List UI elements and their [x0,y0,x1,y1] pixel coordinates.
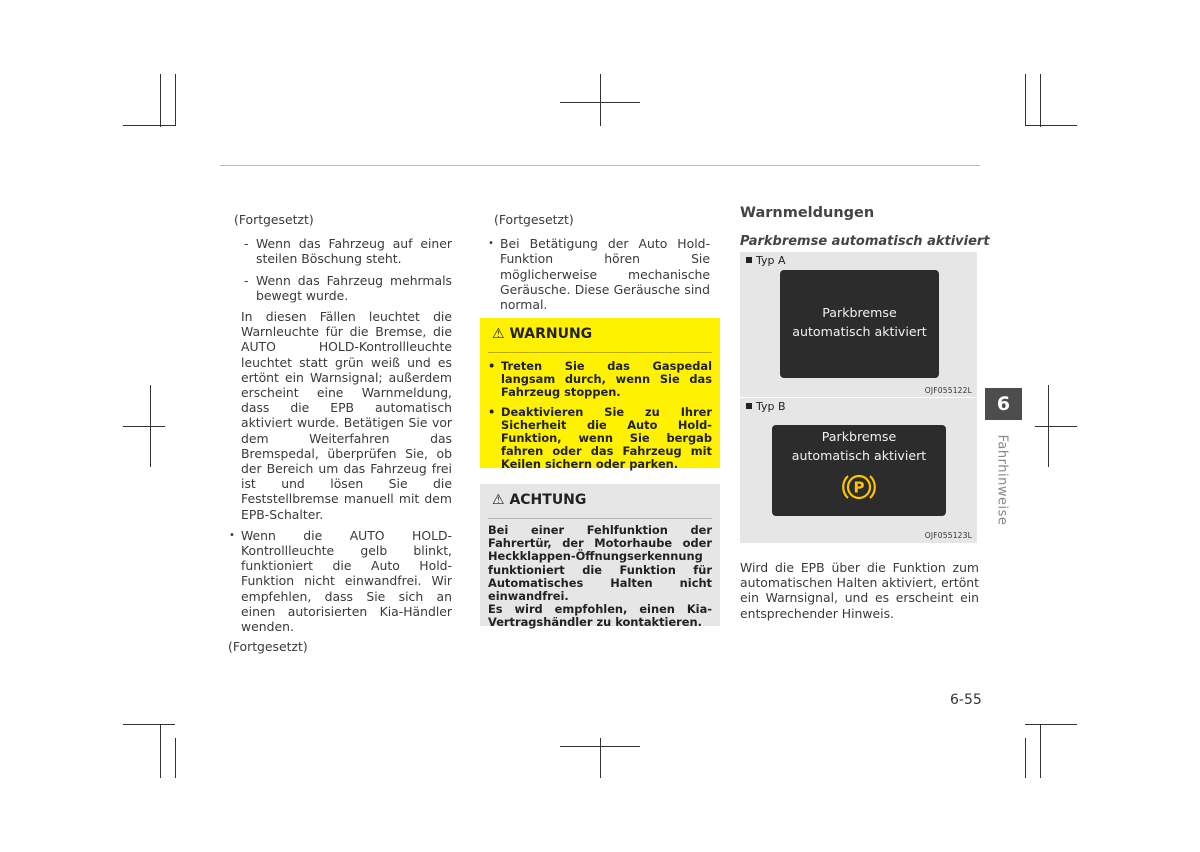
bullet-mechanical-noise: • Bei Betätigung der Auto Hold-Funktion hören Sie möglicherweise mechanische Geräusche. Diese Geräusche sind normal. [488,236,710,312]
screen-line-2: automatisch aktiviert [792,324,927,339]
continued-label-bottom: (Fortgesetzt) [228,639,308,655]
image-code-b: OJF055123L [924,531,972,540]
section-subheading: Parkbremse automatisch aktiviert [740,234,990,249]
screen-line-1: Parkbremse [822,305,897,320]
caution-body [488,524,712,630]
screen-line-2: automatisch aktiviert [791,448,927,463]
warning-triangle-icon: ⚠ [492,326,505,342]
display-panel-type-b [740,398,977,543]
display-panel-type-a [740,252,977,397]
cluster-screen-type-b [772,425,946,516]
paragraph-warning-signal: Wird die EPB über die Funktion zum automatischen Halten aktiviert, ertönt ein Warnsignal, und es erscheint ein entsprechender Hinweis. [740,560,979,621]
caution-title-text: ACHTUNG [509,492,587,508]
caution-divider [488,518,712,519]
warning-list [488,360,712,478]
dash-item-moved: - Wenn das Fahrzeug mehrmals bewegt wurde. [244,273,452,303]
caution-text-malfunction: Bei einer Fehlfunktion der Fahrertür, der Motorhaube oder Heckklappen-Öffnungserkennung funktioniert die Funktion für Automatisches Halten nicht einwandfrei. [488,523,712,604]
caution-box [480,484,720,630]
paragraph-epb-activated: In diesen Fällen leuchtet die Warnleuchte für die Bremse, die AUTO HOLD-Kontrollleuchte leuchtet statt grün weiß und es ertönt ein Warnsignal; außerdem erscheint eine Warnmeldung, dass die EPB automatisch aktiviert wurde. Betätigen Sie vor dem Weiterfahren das Bremspedal, überprüfen Sie, ob der Bereich um das Fahrzeug frei ist und lösen Sie die Feststellbremse manuell mit dem EPB-Schalter. [241,309,452,522]
cluster-screen-type-a [780,270,939,378]
warning-item: • Treten Sie das Gaspedal langsam durch, wenn Sie das Fahrzeug stoppen. [488,360,712,400]
screen-line-1: Parkbremse [821,429,897,444]
warning-divider [488,352,712,353]
caution-triangle-icon: ⚠ [492,492,505,508]
panel-label-type-b: Typ B [746,400,786,413]
warning-box [480,318,720,472]
continued-label-top-2: (Fortgesetzt) [494,212,574,227]
warning-title [492,326,592,342]
image-code-a: OJF055122L [924,386,972,395]
column-left [228,212,452,654]
parking-brake-letter: P [853,478,865,497]
page-number: 6-55 [950,692,982,708]
header-rule [220,165,980,166]
caution-title [492,492,586,508]
panel-label-type-a: Typ A [746,254,786,267]
bullet-auto-hold-blink: • Wenn die AUTO HOLD-Kontrollleuchte gelb blinkt, funktioniert die Auto Hold-Funktion nicht einwandfrei. Wir empfehlen, dass Sie sich an einen autorisierten Kia-Händler wenden. [229,528,452,634]
warning-title-text: WARNUNG [509,326,593,342]
column-middle [488,212,710,312]
parking-brake-icon [842,470,876,504]
section-heading: Warnmeldungen [740,205,875,221]
chapter-tab: 6 [985,388,1022,420]
continued-label-top: (Fortgesetzt) [234,212,314,227]
chapter-title-vertical: Fahrhinweise [994,434,1010,526]
warning-item: • Deaktivieren Sie zu Ihrer Sicherheit die Auto Hold-Funktion, wenn Sie bergab fahren oder das Fahrzeug mit Keilen sichern oder parken. [488,406,712,472]
dash-item-steep-slope: - Wenn das Fahrzeug auf einer steilen Böschung steht. [244,236,452,266]
caution-text-dealer: Es wird empfohlen, einen Kia-Vertragshändler zu kontaktieren. [488,602,712,630]
